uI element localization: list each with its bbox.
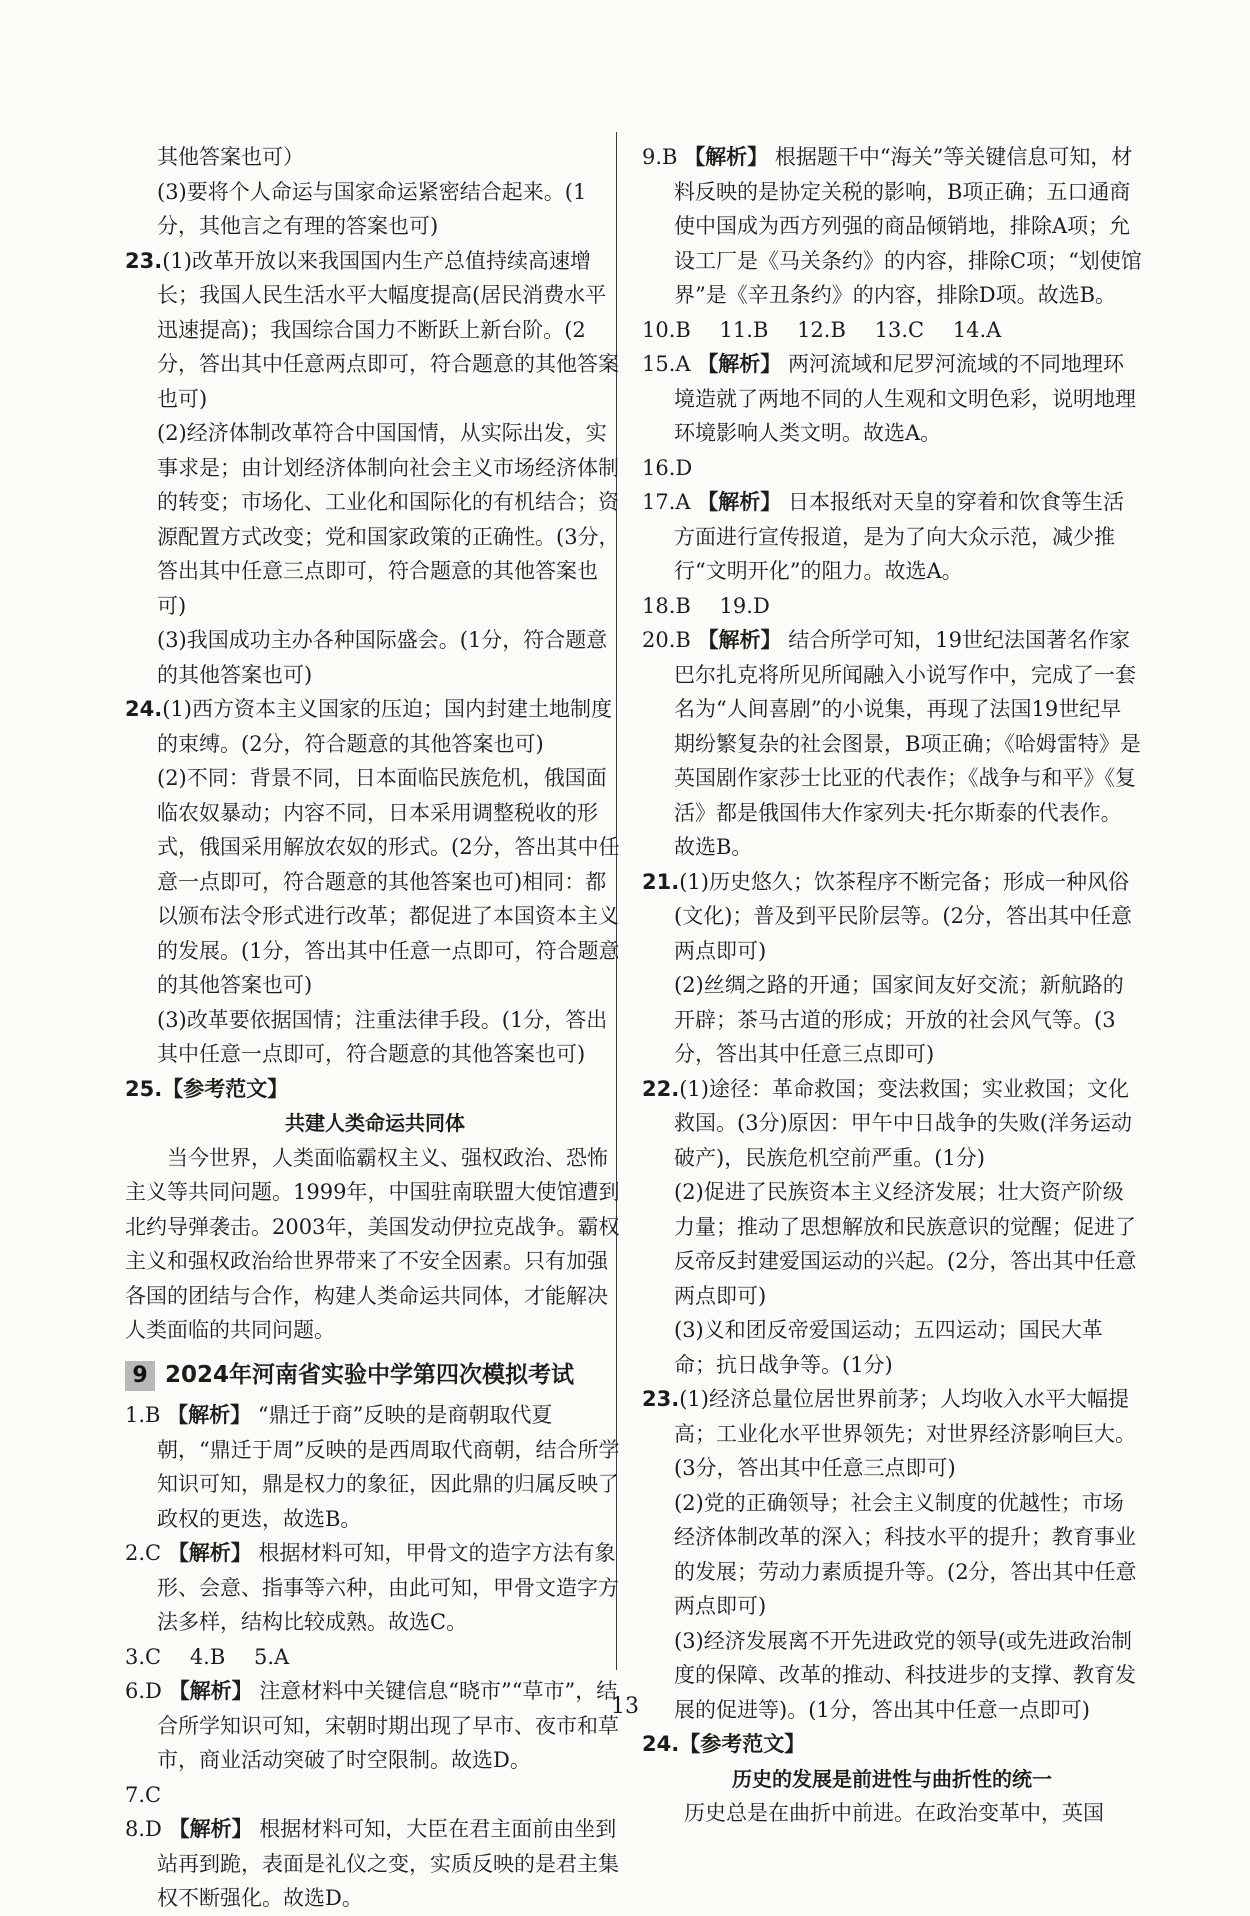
section-heading bbox=[125, 1358, 625, 1393]
answer-text: (2)丝绸之路的开通；国家间友好交流；新航路的开辟；茶马古道的形成；开放的社会风气等。(3分，答出其中任意三点即可) bbox=[674, 973, 1124, 1066]
analysis-tag: 【解析】 bbox=[167, 1541, 252, 1565]
analysis-text: 根据材料可知，甲骨文的造字方法有象形、会意、指事等六种，由此可知，甲骨文造字方法多样，结构比较成熟。故选C。 bbox=[157, 1541, 619, 1634]
analysis-tag: 【解析】 bbox=[697, 352, 782, 376]
section-title: 2024年河南省实验中学第四次模拟考试 bbox=[165, 1361, 575, 1388]
question-number: 21. bbox=[642, 869, 680, 894]
answer-text: 其他答案也可） bbox=[157, 145, 304, 169]
answer-text: (1)历史悠久；饮茶程序不断完备；形成一种风俗(文化)；普及到平民阶层等。(2分，答出其中任意两点即可) bbox=[674, 869, 1132, 963]
question-24 bbox=[125, 692, 625, 1072]
question-number: 23. bbox=[642, 1387, 680, 1411]
left-column bbox=[125, 140, 625, 1916]
short-answers-3-5: 3.C 4.B 5.A bbox=[125, 1644, 290, 1669]
question-23 bbox=[125, 244, 625, 693]
analysis-tag: 【解析】 bbox=[168, 1679, 253, 1703]
question-23-right bbox=[642, 1382, 1142, 1727]
analysis-tag: 【解析】 bbox=[697, 490, 782, 514]
answer-text: (1)改革开放以来我国国内生产总值持续高速增长；我国人民生活水平大幅度提高(居民消费水平迅速提高)；我国综合国力不断跃上新台阶。(2分，答出其中任意两点即可，符合题意的其他答案也可) bbox=[157, 248, 619, 411]
essay-title: 历史的发展是前进性与曲折性的统一 bbox=[732, 1766, 1052, 1791]
answer-text: (3)义和团反帝爱国运动；五四运动；国民大革命；抗日战争等。(1分) bbox=[674, 1318, 1103, 1377]
question-22 bbox=[642, 1072, 1142, 1383]
analysis-text: 结合所学可知，19世纪法国著名作家巴尔扎克将所见所闻融入小说写作中，完成了一套名为“人间喜剧”的小说集，再现了法国19世纪早期纷繁复杂的社会图景，B项正确；《哈姆雷特》是英国剧作家莎士比亚的代表作；《战争与和平》《复活》都是俄国伟大作家列夫·托尔斯泰的代表作。故选B。 bbox=[674, 628, 1141, 859]
analysis-tag: 【解析】 bbox=[167, 1403, 252, 1427]
question-16: 16.D bbox=[642, 455, 693, 480]
question-9: 9.B 【解析】 根据题干中“海关”等关键信息可知，材料反映的是协定关税的影响，B项正确；五口通商使中国成为西方列强的商品倾销地，排除A项；允设工厂是《马关条约》的内容，排除C项；“划使馆界”是《辛丑条约》的内容，排除D项。故选B。 bbox=[642, 145, 1142, 307]
essay-body: 历史总是在曲折中前进。在政治变革中，英国 bbox=[684, 1801, 1104, 1825]
question-7: 7.C bbox=[125, 1782, 162, 1807]
answer-text: (3)我国成功主办各种国际盛会。(1分，符合题意的其他答案也可) bbox=[157, 628, 608, 687]
answer-letter: D bbox=[145, 1679, 162, 1703]
answer-text: (1)经济总量位居世界前茅；人均收入水平大幅提高；工业化水平世界领先；对世界经济影响巨大。(3分，答出其中任意三点即可) bbox=[674, 1387, 1136, 1480]
reference-essay-tag: 【参考范文】 bbox=[162, 1076, 289, 1101]
answer-letter: C bbox=[145, 1541, 162, 1565]
answer-letter: B bbox=[675, 628, 691, 652]
question-21 bbox=[642, 865, 1142, 1072]
answer-letter: A bbox=[675, 352, 691, 376]
analysis-tag: 【解析】 bbox=[168, 1817, 253, 1841]
question-number: 24. bbox=[125, 697, 163, 721]
question-24-right bbox=[642, 1727, 1142, 1831]
answer-text: (3)要将个人命运与国家命运紧密结合起来。(1分，其他言之有理的答案也可) bbox=[157, 179, 587, 238]
question-2: 2.C 【解析】 根据材料可知，甲骨文的造字方法有象形、会意、指事等六种，由此可知，甲骨文造字方法多样，结构比较成熟。故选C。 bbox=[125, 1541, 619, 1634]
analysis-text: 根据题干中“海关”等关键信息可知，材料反映的是协定关税的影响，B项正确；五口通商使中国成为西方列强的商品倾销地，排除A项；允设工厂是《马关条约》的内容，排除C项；“划使馆界”是《辛丑条约》的内容，排除D项。故选B。 bbox=[674, 145, 1142, 307]
answer-letter: B bbox=[662, 145, 678, 169]
question-number: 23. bbox=[125, 248, 163, 273]
answer-letter: B bbox=[145, 1403, 161, 1427]
analysis-tag: 【解析】 bbox=[697, 628, 782, 652]
analysis-tag: 【解析】 bbox=[684, 145, 769, 169]
answer-text: (2)不同：背景不同，日本面临民族危机，俄国面临农奴暴动；内容不同，日本采用调整税收的形式，俄国采用解放农奴的形式。(2分，答出其中任意一点即可，符合题意的其他答案也可)相同：都以颁布法令形式进行改革；都促进了本国资本主义的发展。(1分，答出其中任意一点即可，符合题意的其他答案也可) bbox=[157, 766, 620, 997]
question-number: 24. bbox=[642, 1732, 680, 1756]
short-answers-10-14: 10.B 11.B 12.B 13.C 14.A bbox=[642, 317, 1002, 342]
answer-text: (2)党的正确领导；社会主义制度的优越性；市场经济体制改革的深入；科技水平的提升；教育事业的发展；劳动力素质提升等。(2分，答出其中任意两点即可) bbox=[674, 1490, 1137, 1618]
analysis-text: 日本报纸对天皇的穿着和饮食等生活方面进行宣传报道，是为了向大众示范，减少推行“文明开化”的阻力。故选A。 bbox=[674, 490, 1124, 583]
answer-text: (2)经济体制改革符合中国国情，从实际出发，实事求是；由计划经济体制向社会主义市场经济体制的转变；市场化、工业化和国际化的有机结合；资源配置方式改变；党和国家政策的正确性。(3分，答出其中任意三点即可，符合题意的其他答案也可) bbox=[157, 421, 620, 618]
question-15: 15.A 【解析】 两河流域和尼罗河流域的不同地理环境造就了两地不同的人生观和文明色彩，说明地理环境影响人类文明。故选A。 bbox=[642, 352, 1136, 445]
answer-letter: A bbox=[675, 490, 691, 514]
question-17: 17.A 【解析】 日本报纸对天皇的穿着和饮食等生活方面进行宣传报道，是为了向大众示范，减少推行“文明开化”的阻力。故选A。 bbox=[642, 490, 1124, 583]
page-number: 13 bbox=[611, 1694, 639, 1719]
answer-text: (3)经济发展离不开先进政党的领导(或先进政治制度的保障、改革的推动、科技进步的支撑、教育发展的促进等)。(1分，答出其中任意一点即可) bbox=[674, 1628, 1136, 1722]
answer-text: (2)促进了民族资本主义经济发展；壮大资产阶级力量；推动了思想解放和民族意识的觉醒；促进了反帝反封建爱国运动的兴起。(2分，答出其中任意两点即可) bbox=[674, 1180, 1137, 1308]
essay-title: 共建人类命运共同体 bbox=[285, 1111, 465, 1135]
question-1: 1.B 【解析】 “鼎迁于商”反映的是商朝取代夏朝，“鼎迁于周”反映的是西周取代商朝，结合所学知识可知，鼎是权力的象征，因此鼎的归属反映了政权的更迭，故选B。 bbox=[125, 1403, 620, 1531]
essay-body: 当今世界，人类面临霸权主义、强权政治、恐怖主义等共同问题。1999年，中国驻南联盟大使馆遭到北约导弹袭击。2003年，美国发动伊拉克战争。霸权主义和强权政治给世界带来了不安全因素。只有加强各国的团结与合作，构建人类命运共同体，才能解决人类面临的共同问题。 bbox=[125, 1145, 620, 1342]
question-number: 25. bbox=[125, 1076, 163, 1101]
analysis-text: 注意材料中关键信息“晓市”“草市”，结合所学知识可知，宋朝时期出现了早市、夜市和草市，商业活动突破了时空限制。故选D。 bbox=[157, 1679, 619, 1772]
answer-text: (1)西方资本主义国家的压迫；国内封建土地制度的束缚。(2分，符合题意的其他答案也可) bbox=[157, 697, 612, 756]
section-number-badge: 9 bbox=[125, 1361, 155, 1391]
question-number: 22. bbox=[642, 1076, 680, 1101]
reference-essay-tag: 【参考范文】 bbox=[679, 1732, 806, 1756]
right-column bbox=[642, 140, 1142, 1831]
answer-text: (3)改革要依据国情；注重法律手段。(1分，答出其中任意一点即可，符合题意的其他答案也可) bbox=[157, 1007, 608, 1066]
answer-text: (1)途径：革命救国；变法救国；实业救国；文化救国。(3分)原因：甲午中日战争的失败(洋务运动破产)，民族危机空前严重。(1分) bbox=[674, 1076, 1132, 1170]
analysis-text: 两河流域和尼罗河流域的不同地理环境造就了两地不同的人生观和文明色彩，说明地理环境影响人类文明。故选A。 bbox=[674, 352, 1136, 445]
question-8: 8.D 【解析】 根据材料可知，大臣在君主面前由坐到站再到跪，表面是礼仪之变，实质反映的是君主集权不断强化。故选D。 bbox=[125, 1817, 619, 1910]
short-answers-18-19: 18.B 19.D bbox=[642, 593, 770, 618]
answer-letter: D bbox=[675, 455, 693, 480]
question-25 bbox=[125, 1072, 625, 1348]
question-20: 20.B 【解析】 结合所学可知，19世纪法国著名作家巴尔扎克将所见所闻融入小说写作中，完成了一套名为“人间喜剧”的小说集，再现了法国19世纪早期纷繁复杂的社会图景，B项正确；《哈姆雷特》是英国剧作家莎士比亚的代表作；《战争与和平》《复活》都是俄国伟大作家列夫·托尔斯泰的代表作。故选B。 bbox=[642, 628, 1141, 859]
question-6: 6.D 【解析】 注意材料中关键信息“晓市”“草市”，结合所学知识可知，宋朝时期出现了早市、夜市和草市，商业活动突破了时空限制。故选D。 bbox=[125, 1679, 619, 1772]
answer-letter: C bbox=[145, 1782, 162, 1807]
analysis-text: 根据材料可知，大臣在君主面前由坐到站再到跪，表面是礼仪之变，实质反映的是君主集权不断强化。故选D。 bbox=[157, 1817, 619, 1910]
analysis-text: “鼎迁于商”反映的是商朝取代夏朝，“鼎迁于周”反映的是西周取代商朝，结合所学知识可知，鼎是权力的象征，因此鼎的归属反映了政权的更迭，故选B。 bbox=[157, 1403, 620, 1531]
answer-letter: D bbox=[145, 1817, 162, 1841]
